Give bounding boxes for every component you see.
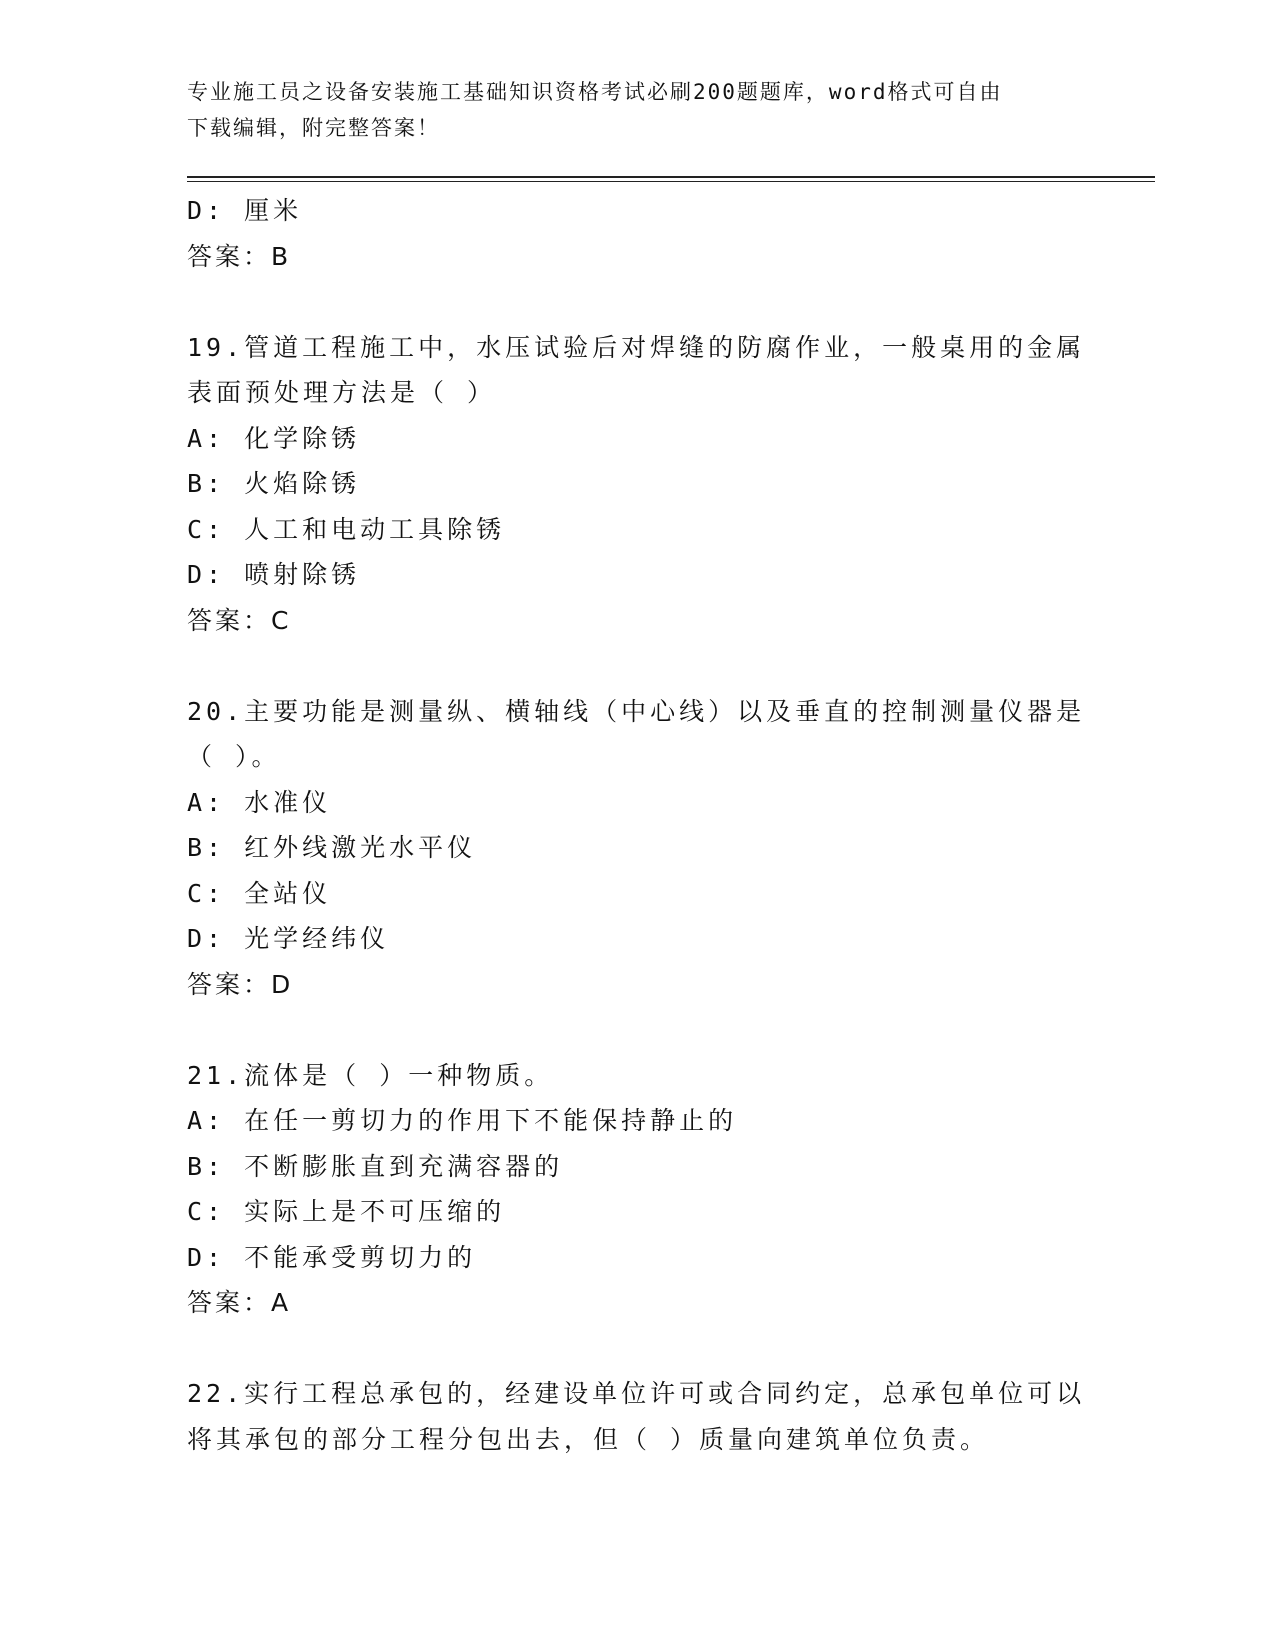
question-gap bbox=[187, 1326, 1087, 1372]
option-d: D: 光学经纬仪 bbox=[187, 924, 390, 953]
option-d: D: 不能承受剪切力的 bbox=[187, 1242, 477, 1272]
question-22 bbox=[187, 1371, 1087, 1462]
option-a: A: 水准仪 bbox=[187, 787, 332, 817]
answer-line: 答案：A bbox=[187, 1288, 292, 1317]
question-gap bbox=[187, 1007, 1087, 1053]
header-line-1: 专业施工员之设备安装施工基础知识资格考试必刷200题题库，word格式可自由 bbox=[187, 80, 1003, 104]
header-line-2: 下载编辑，附完整答案！ bbox=[187, 116, 440, 140]
question-stem-continued: 将其承包的部分工程分包出去，但（ ）质量向建筑单位负责。 bbox=[187, 1424, 990, 1454]
question-stem: 22.实行工程总承包的，经建设单位许可或合同约定，总承包单位可以 bbox=[187, 1379, 1086, 1408]
question-stem-continued: 表面预处理方法是（ ） bbox=[187, 378, 497, 407]
option-a: A: 化学除锈 bbox=[187, 423, 361, 453]
header-divider-thick bbox=[187, 176, 1155, 178]
question-20 bbox=[187, 689, 1087, 1008]
question-stem-continued: （ ）。 bbox=[187, 742, 281, 771]
option-d: D: 喷射除锈 bbox=[187, 560, 361, 589]
question-stem: 19.管道工程施工中，水压试验后对焊缝的防腐作业，一般桌用的金属 bbox=[187, 332, 1086, 362]
document-header bbox=[187, 74, 1087, 146]
question-21 bbox=[187, 1053, 1087, 1326]
answer-line: 答案：D bbox=[187, 969, 294, 999]
question-19 bbox=[187, 325, 1087, 644]
option-d: D: 厘米 bbox=[187, 196, 303, 225]
question-list bbox=[187, 188, 1087, 1462]
question-gap bbox=[187, 279, 1087, 325]
question-stem: 20.主要功能是测量纵、横轴线（中心线）以及垂直的控制测量仪器是 bbox=[187, 696, 1086, 726]
question-gap bbox=[187, 643, 1087, 689]
header-divider-thin bbox=[187, 181, 1155, 182]
option-a: A: 在任一剪切力的作用下不能保持静止的 bbox=[187, 1106, 738, 1135]
question-stem: 21.流体是（ ）一种物质。 bbox=[187, 1060, 554, 1090]
answer-line: 答案：C bbox=[187, 605, 292, 635]
option-c: C: 实际上是不可压缩的 bbox=[187, 1197, 506, 1226]
option-b: B: 火焰除锈 bbox=[187, 469, 361, 498]
option-c: C: 人工和电动工具除锈 bbox=[187, 514, 506, 544]
option-b: B: 红外线激光水平仪 bbox=[187, 833, 477, 862]
option-c: C: 全站仪 bbox=[187, 878, 332, 908]
answer-line: 答案：B bbox=[187, 241, 292, 271]
option-b: B: 不断膨胀直到充满容器的 bbox=[187, 1151, 564, 1181]
